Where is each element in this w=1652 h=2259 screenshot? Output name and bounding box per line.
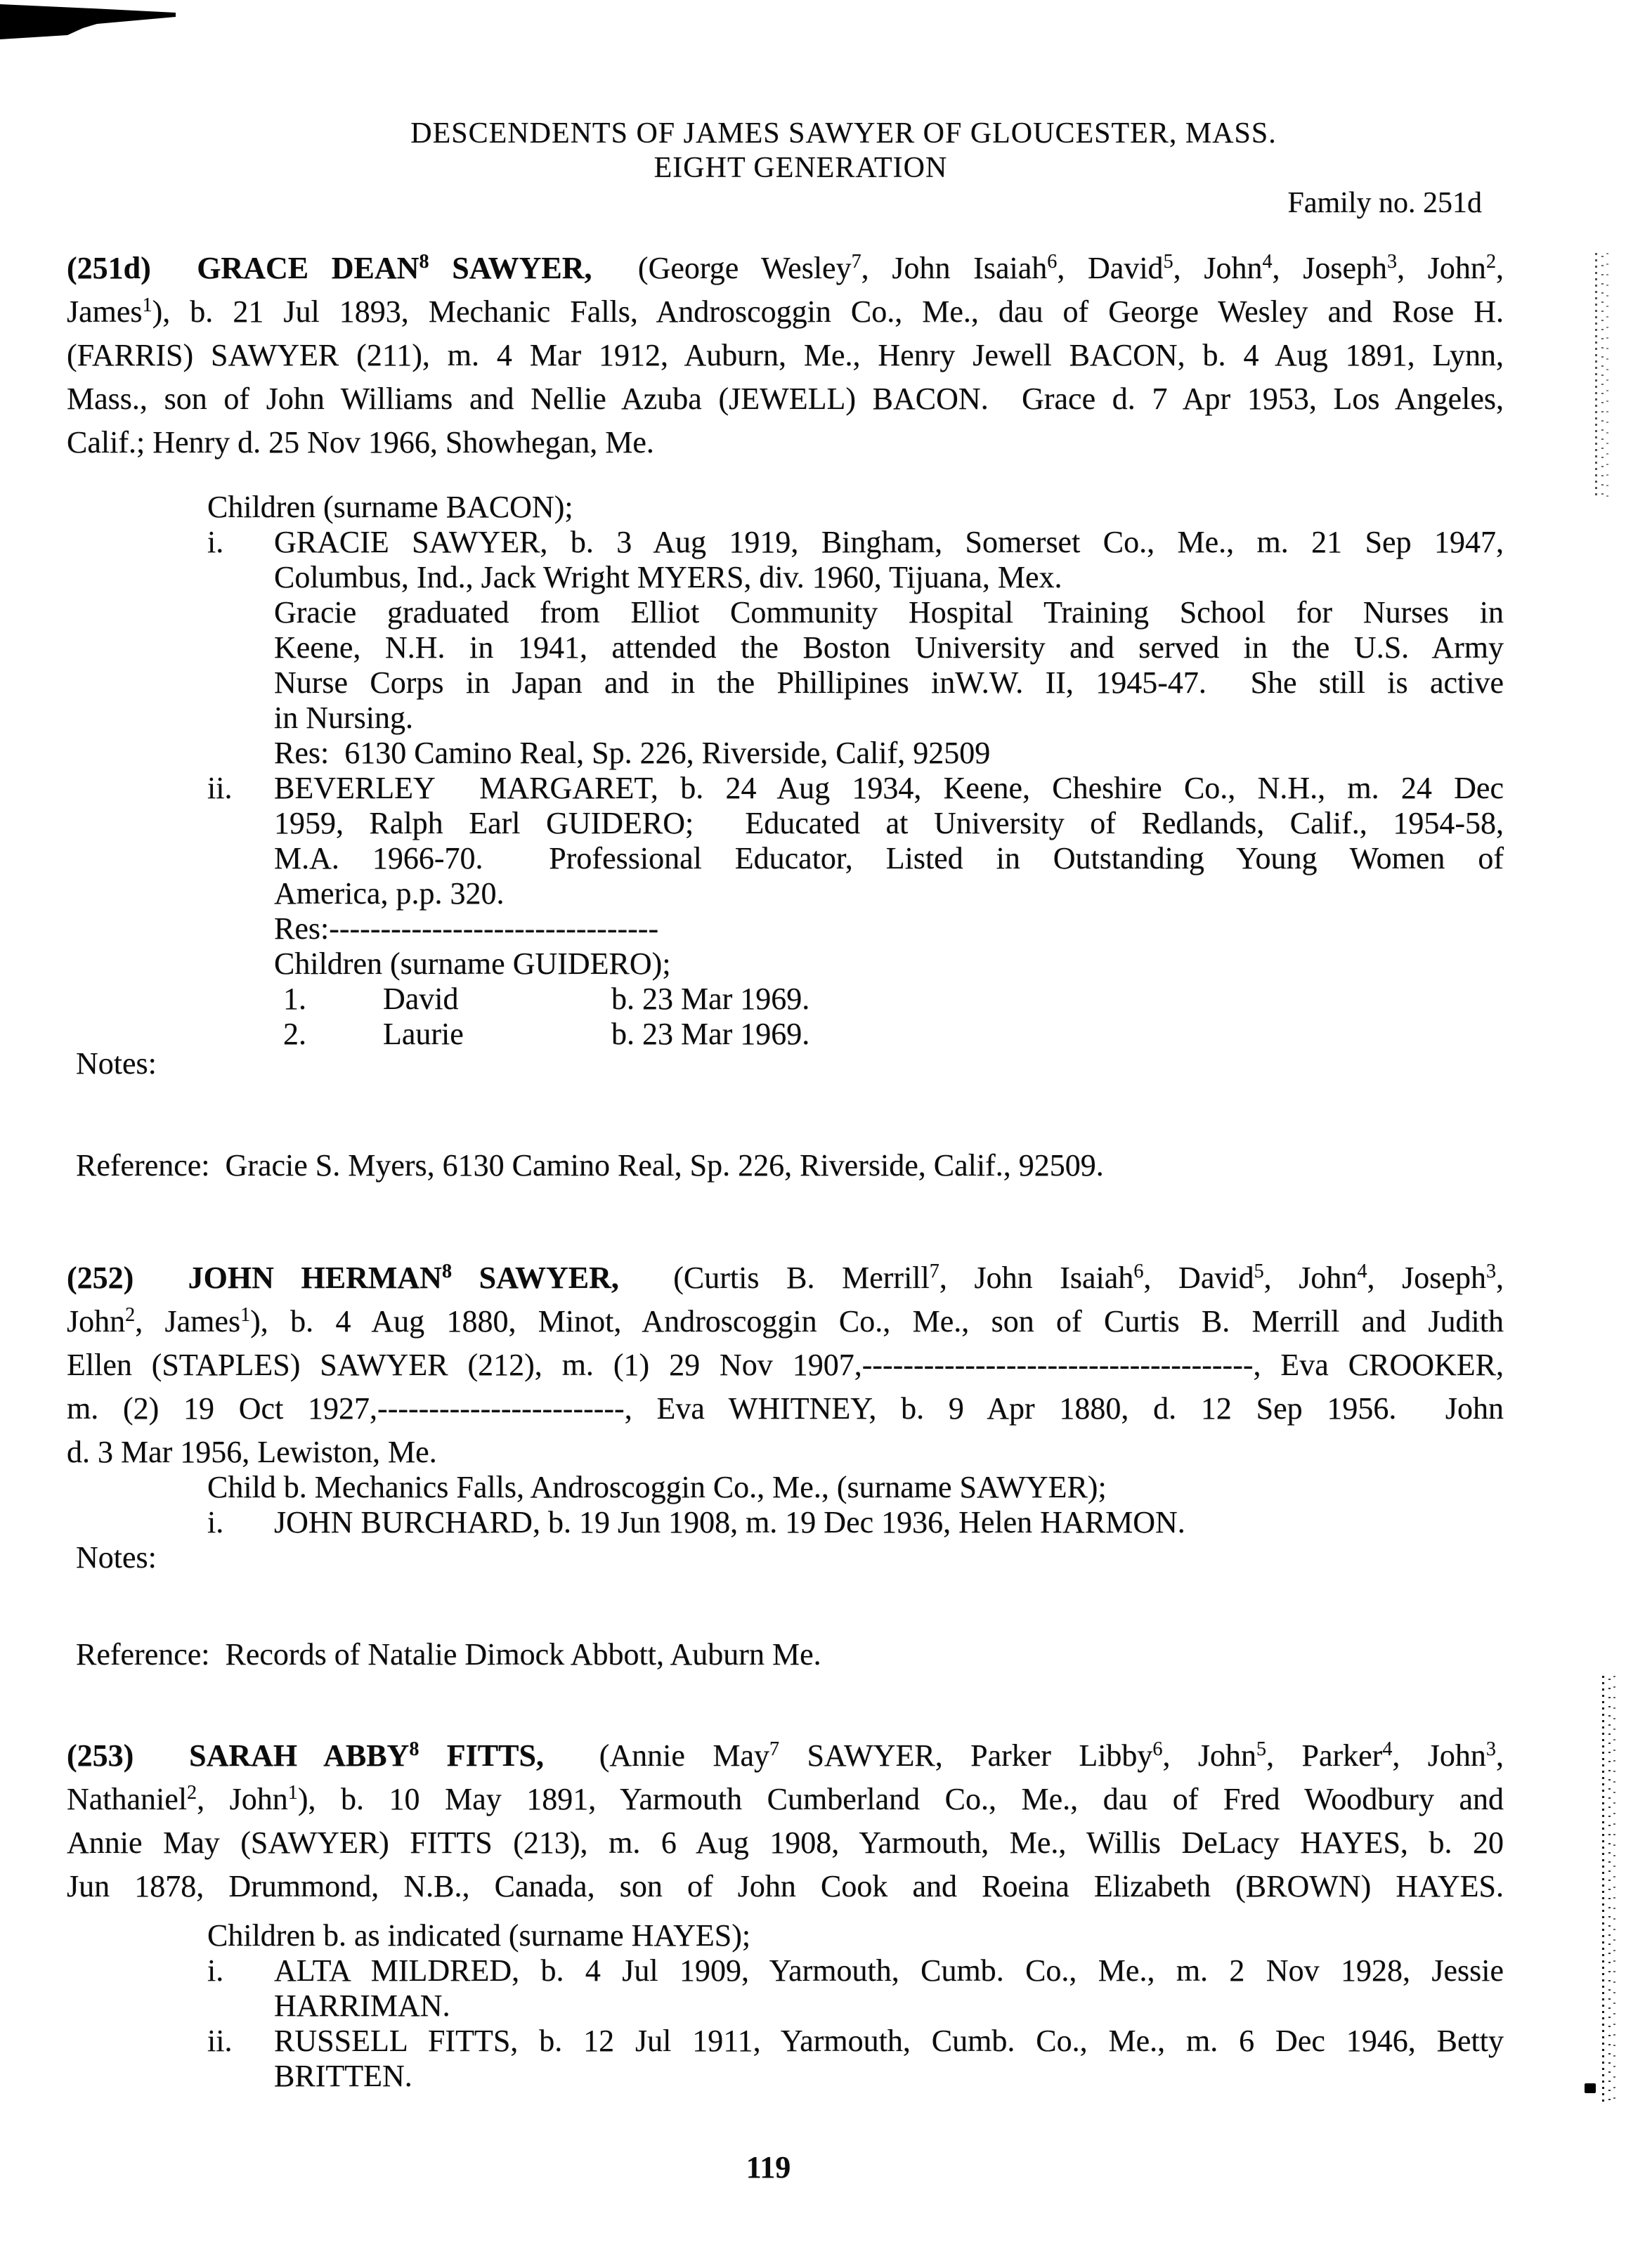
grandchild-birth: b. 23 Mar 1969. <box>611 982 810 1016</box>
child-lines <box>274 771 1504 1052</box>
entry-line: Nathaniel$^2$, John$^1$), b. 10 May 1891, Yarmouth Cumberland Co., Me., dau of Fred Woodbury and <box>67 1781 1504 1816</box>
reference-line: Reference: Records of Natalie Dimock Abbott, Auburn Me. <box>76 1637 821 1672</box>
page-subtitle: EIGHT GENERATION <box>653 152 948 184</box>
entry-line: (252) JOHN HERMAN$^8$ SAWYER, (Curtis B. Merrill$^7$, John Isaiah$^6$, David$^5$, John$^4$, Joseph$^3$, <box>67 1260 1504 1295</box>
notes-label: Notes: <box>76 1046 157 1081</box>
entry-251d <box>67 247 1504 464</box>
page-number: 119 <box>746 2150 791 2185</box>
entry-line: (FARRIS) SAWYER (211), m. 4 Mar 1912, Auburn, Me., Henry Jewell BACON, b. 4 Aug 1891, Lynn, <box>67 338 1504 372</box>
child-line: BRITTEN. <box>274 2059 412 2093</box>
grandchild-row <box>283 1017 1504 1052</box>
child-lines <box>274 1953 1504 2024</box>
entry-line: m. (2) 19 Oct 1927,------------------------, Eva WHITNEY, b. 9 Apr 1880, d. 12 Sep 1956. John <box>67 1391 1504 1426</box>
grandchildren-heading: Children (surname GUIDERO); <box>274 946 671 981</box>
children-list-sawyer <box>207 1470 1504 1540</box>
child-line: 1959, Ralph Earl GUIDERO; Educated at University of Redlands, Calif., 1954-58, <box>274 806 1504 840</box>
child-line: BEVERLEY MARGARET, b. 24 Aug 1934, Keene, Cheshire Co., N.H., m. 24 Dec <box>274 771 1504 805</box>
entry-253 <box>67 1734 1504 1908</box>
child-line: Gracie graduated from Elliot Community Hospital Training School for Nurses in <box>274 595 1504 630</box>
grandchild-number: 2. <box>283 1017 306 1051</box>
scan-noise-right-edge-bottom <box>1602 1676 1619 2104</box>
entry-line: Jun 1878, Drummond, N.B., Canada, son of John Cook and Roeina Elizabeth (BROWN) HAYES. <box>67 1869 1504 1903</box>
entry-line: John$^2$, James$^1$), b. 4 Aug 1880, Minot, Androscoggin Co., Me., son of Curtis B. Merrill and Judith <box>67 1303 1504 1339</box>
child-residence: Res: 6130 Camino Real, Sp. 226, Riverside, Calif, 92509 <box>274 736 991 770</box>
grandchildren-table <box>283 982 1504 1052</box>
grandchild-row <box>283 982 1504 1017</box>
entry-line: (251d) GRACE DEAN$^8$ SAWYER, (George Wesley$^7$, John Isaiah$^6$, David$^5$, John$^4$, Joseph$^3$, John$^2$, <box>67 250 1504 285</box>
scan-noise-right-edge-top <box>1595 253 1612 499</box>
grandchild-birth: b. 23 Mar 1969. <box>611 1017 810 1051</box>
child-lines <box>274 525 1504 771</box>
child-line: Keene, N.H. in 1941, attended the Boston University and served in the U.S. Army <box>274 630 1504 665</box>
entry-line: Calif.; Henry d. 25 Nov 1966, Showhegan, Me. <box>67 425 654 460</box>
entry-line: Annie May (SAWYER) FITTS (213), m. 6 Aug 1908, Yarmouth, Me., Willis DeLacy HAYES, b. 20 <box>67 1825 1504 1860</box>
children-list-bacon <box>207 490 1504 1052</box>
child-item-alta <box>207 1953 1504 2024</box>
grandchild-name: David <box>383 982 459 1016</box>
child-lines <box>274 2024 1504 2094</box>
family-number: Family no. 251d <box>1287 187 1482 219</box>
grandchild-name: Laurie <box>383 1017 464 1051</box>
child-line: HARRIMAN. <box>274 1988 450 2023</box>
child-lines <box>274 1505 1504 1540</box>
reference-line: Reference: Gracie S. Myers, 6130 Camino Real, Sp. 226, Riverside, Calif., 92509. <box>76 1148 1104 1183</box>
child-marker: i. <box>207 1505 224 1539</box>
child-line: America, p.p. 320. <box>274 876 505 911</box>
entry-line: (253) SARAH ABBY$^8$ FITTS, (Annie May$^7$ SAWYER, Parker Libby$^6$, John$^5$, Parker$^4$, John$^3$, <box>67 1738 1504 1773</box>
child-item-beverley <box>207 771 1504 1052</box>
child-line: in Nursing. <box>274 701 413 735</box>
scan-artifact-corner-wedge <box>0 0 176 44</box>
child-marker: ii. <box>207 2024 233 2058</box>
entry-line: Ellen (STAPLES) SAWYER (212), m. (1) 29 Nov 1907,--------------------------------------, Eva CROOKER, <box>67 1348 1504 1382</box>
child-line: RUSSELL FITTS, b. 12 Jul 1911, Yarmouth, Cumb. Co., Me., m. 6 Dec 1946, Betty <box>274 2024 1504 2058</box>
child-line: ALTA MILDRED, b. 4 Jul 1909, Yarmouth, Cumb. Co., Me., m. 2 Nov 1928, Jessie <box>274 1953 1504 1988</box>
entry-line: d. 3 Mar 1956, Lewiston, Me. <box>67 1435 437 1469</box>
child-residence: Res:-------------------------------- <box>274 911 659 946</box>
child-line: Columbus, Ind., Jack Wright MYERS, div. 1960, Tijuana, Mex. <box>274 560 1062 594</box>
grandchild-number: 1. <box>283 982 306 1016</box>
child-line: GRACIE SAWYER, b. 3 Aug 1919, Bingham, Somerset Co., Me., m. 21 Sep 1947, <box>274 525 1504 559</box>
child-marker: i. <box>207 525 224 559</box>
children-list-hayes <box>207 1918 1504 2094</box>
children-heading: Children b. as indicated (surname HAYES); <box>207 1918 751 1953</box>
entry-line: Mass., son of John Williams and Nellie Azuba (JEWELL) BACON. Grace d. 7 Apr 1953, Los Angeles, <box>67 382 1504 416</box>
notes-label: Notes: <box>76 1540 157 1575</box>
children-heading: Child b. Mechanics Falls, Androscoggin Co., Me., (surname SAWYER); <box>207 1470 1107 1504</box>
page-header <box>67 116 1504 221</box>
children-heading: Children (surname BACON); <box>207 490 573 524</box>
entry-252 <box>67 1256 1504 1474</box>
child-line: Nurse Corps in Japan and in the Phillipines inW.W. II, 1945-47. She still is active <box>274 665 1504 700</box>
scan-ink-blob <box>1585 2083 1596 2093</box>
child-marker: ii. <box>207 771 233 805</box>
page-title: DESCENDENTS OF JAMES SAWYER OF GLOUCESTER, MASS. <box>410 117 1277 150</box>
entry-line: James$^1$), b. 21 Jul 1893, Mechanic Falls, Androscoggin Co., Me., dau of George Wesley and Rose H. <box>67 294 1504 329</box>
child-item-gracie <box>207 525 1504 771</box>
child-marker: i. <box>207 1953 224 1988</box>
child-item-russell <box>207 2024 1504 2094</box>
child-line: M.A. 1966-70. Professional Educator, Listed in Outstanding Young Women of <box>274 841 1504 875</box>
child-item-john-burchard <box>207 1505 1504 1540</box>
child-line: JOHN BURCHARD, b. 19 Jun 1908, m. 19 Dec 1936, Helen HARMON. <box>274 1505 1185 1539</box>
